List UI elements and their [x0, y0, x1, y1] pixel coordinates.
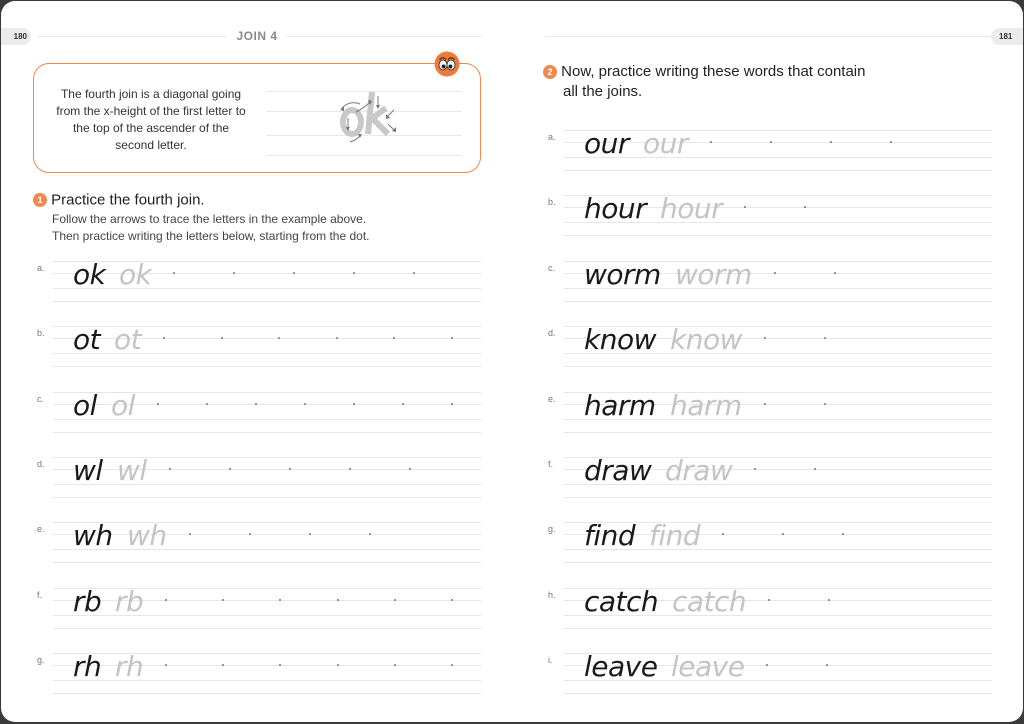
exercise-1-instructions	[52, 211, 369, 245]
practice-row[interactable]	[548, 323, 992, 368]
guide-line	[53, 522, 481, 523]
exercise-1-heading	[33, 191, 205, 209]
row-letter: b.	[37, 328, 45, 339]
model-word: worm	[584, 257, 661, 291]
page-title: JOIN 4	[227, 28, 287, 45]
header-rule-right	[545, 36, 991, 37]
trace-word: ol	[111, 388, 135, 422]
trace-word: find	[649, 519, 701, 553]
model-word: ok	[73, 258, 106, 291]
guide-line	[564, 432, 992, 433]
practice-row[interactable]	[548, 257, 992, 303]
guide-line	[564, 235, 992, 236]
model-word: our	[584, 127, 629, 160]
row-letter: f.	[548, 459, 554, 469]
start-dot	[304, 403, 306, 405]
guide-line	[53, 273, 481, 274]
start-dot	[157, 403, 159, 405]
row-letter: f.	[37, 589, 43, 600]
start-dot	[814, 468, 816, 470]
step-1-badge: 1	[33, 193, 47, 207]
example-ok-tracing-icon	[334, 86, 404, 146]
start-dot	[229, 468, 231, 470]
start-dot	[165, 599, 167, 601]
model-word: ol	[73, 388, 97, 422]
trace-word: catch	[672, 584, 747, 618]
instruction-line-1: Follow the arrows to trace the letters in the example above.	[52, 212, 367, 226]
page-number-right: 181	[991, 28, 1023, 45]
model-word: leave	[584, 650, 658, 684]
trace-word: leave	[671, 650, 745, 684]
start-dot	[289, 468, 291, 470]
guide-line	[564, 170, 992, 171]
start-dot	[169, 468, 171, 470]
mascot-face-icon	[434, 51, 460, 77]
exercise-2-title-line1: Now, practice writing these words that contain	[561, 63, 866, 81]
row-letter: h.	[548, 589, 556, 600]
row-letter: e.	[548, 393, 556, 404]
start-dot	[413, 272, 415, 274]
start-dot	[451, 599, 453, 601]
start-dot	[890, 141, 892, 143]
practice-row[interactable]	[548, 650, 992, 695]
guide-line	[564, 497, 992, 498]
practice-row[interactable]	[37, 584, 481, 630]
start-dot	[770, 141, 772, 143]
row-letter: e.	[37, 524, 45, 535]
guide-line	[53, 562, 481, 563]
trace-word: worm	[675, 257, 752, 291]
start-dot	[206, 403, 208, 405]
practice-row[interactable]	[548, 454, 992, 499]
start-dot	[710, 141, 712, 143]
model-word: harm	[584, 388, 656, 422]
trace-word: wl	[117, 453, 147, 487]
start-dot	[828, 599, 830, 601]
info-text: The fourth join is a diagonal going from the x-height of the first letter to the top of the ascender of the second letter.	[56, 87, 246, 152]
practice-row[interactable]	[548, 127, 992, 172]
guide-line	[53, 549, 481, 550]
row-letter: c.	[548, 262, 556, 273]
start-dot	[349, 468, 351, 470]
start-dot	[255, 403, 257, 405]
practice-row[interactable]	[37, 258, 481, 303]
start-dot	[394, 599, 396, 601]
trace-word: hour	[660, 192, 723, 226]
row-letter: d.	[548, 328, 556, 339]
start-dot	[337, 599, 339, 601]
practice-row[interactable]	[37, 519, 481, 564]
model-word: rh	[73, 649, 102, 683]
instruction-line-2: Then practice writing the letters below, starting from the dot.	[52, 229, 370, 243]
row-letter: d.	[37, 458, 45, 469]
trace-word: wh	[127, 519, 167, 553]
start-dot	[222, 599, 224, 601]
trace-word: ot	[114, 323, 142, 357]
practice-row[interactable]	[37, 323, 481, 368]
model-word: wh	[73, 519, 113, 553]
start-dot	[337, 664, 339, 666]
row-letter: g.	[548, 524, 556, 535]
book-spread	[1, 1, 1023, 722]
row-letter: g.	[37, 654, 45, 665]
guide-line	[53, 628, 481, 629]
practice-row[interactable]	[37, 649, 481, 695]
model-word: ot	[73, 323, 101, 357]
start-dot	[293, 272, 295, 274]
start-dot	[173, 272, 175, 274]
practice-row[interactable]	[37, 453, 481, 499]
practice-row[interactable]	[548, 388, 992, 434]
trace-word: our	[643, 127, 688, 160]
row-letter: c.	[37, 393, 45, 404]
start-dot	[353, 272, 355, 274]
start-dot	[764, 403, 766, 405]
model-word: know	[584, 323, 656, 357]
practice-row[interactable]	[548, 519, 992, 564]
practice-row[interactable]	[37, 388, 481, 434]
practice-row[interactable]	[548, 584, 992, 630]
guide-line	[564, 562, 992, 563]
guide-line	[53, 261, 481, 262]
exercise-1-title: Practice the fourth join.	[51, 191, 205, 209]
start-dot	[768, 599, 770, 601]
start-dot	[830, 141, 832, 143]
guide-line	[53, 693, 481, 694]
guide-line	[564, 301, 992, 302]
start-dot	[165, 664, 167, 666]
row-letter: a.	[37, 263, 45, 273]
row-letter: a.	[548, 132, 556, 142]
row-letter: b.	[548, 197, 556, 208]
trace-word: ok	[119, 258, 152, 291]
model-word: rb	[73, 584, 102, 618]
start-dot	[824, 403, 826, 405]
start-dot	[774, 272, 776, 274]
start-dot	[353, 403, 355, 405]
trace-word: draw	[665, 454, 733, 487]
exercise-2-title-line2: all the joins.	[563, 83, 643, 101]
guide-line	[564, 628, 992, 629]
trace-word: rh	[115, 649, 144, 683]
guide-line	[564, 693, 992, 694]
guide-line	[53, 301, 481, 302]
guide-line	[53, 288, 481, 289]
model-word: hour	[584, 192, 647, 226]
info-box	[33, 63, 481, 173]
model-word: wl	[73, 453, 103, 487]
model-word: draw	[584, 454, 652, 487]
guide-line	[53, 432, 481, 433]
start-dot	[402, 403, 404, 405]
start-dot	[409, 468, 411, 470]
row-letter: i.	[548, 655, 553, 666]
guide-line	[564, 366, 992, 367]
exercise-2-heading	[543, 62, 866, 102]
start-dot	[233, 272, 235, 274]
start-dot	[834, 272, 836, 274]
trace-word: harm	[670, 388, 742, 422]
step-2-badge: 2	[543, 65, 557, 79]
guide-line	[53, 534, 481, 535]
guide-line	[53, 366, 481, 367]
start-dot	[451, 403, 453, 405]
page-number-left: 180	[1, 28, 31, 45]
practice-row[interactable]	[548, 192, 992, 237]
trace-word: know	[670, 323, 742, 357]
start-dot	[451, 664, 453, 666]
model-word: find	[584, 519, 636, 553]
start-dot	[754, 468, 756, 470]
start-dot	[394, 664, 396, 666]
trace-word: rb	[115, 584, 144, 618]
model-word: catch	[584, 584, 659, 618]
guide-line	[53, 497, 481, 498]
